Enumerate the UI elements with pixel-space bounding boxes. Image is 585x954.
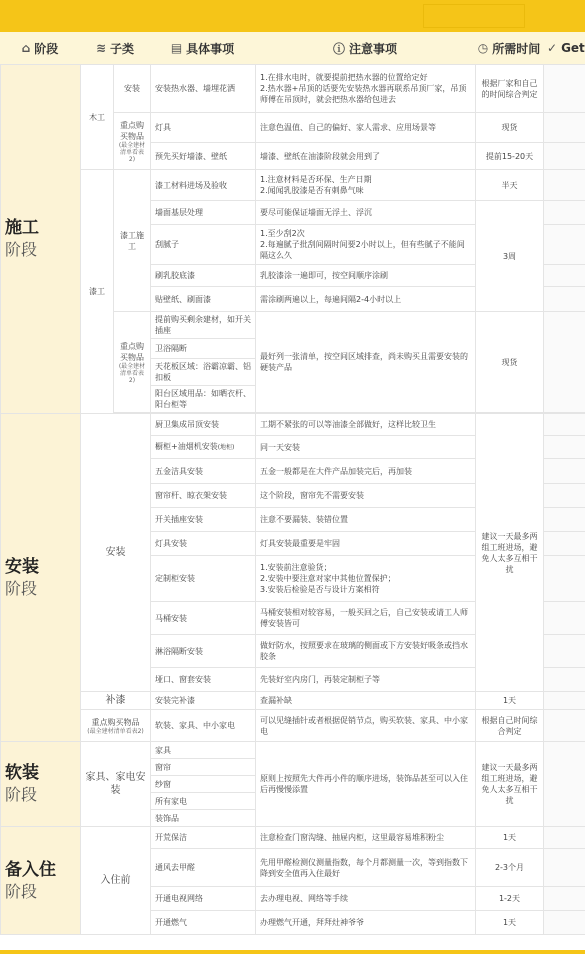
item-cell: 刷乳胶底漆 [151, 265, 256, 287]
table-row [1, 65, 585, 113]
item-cell: 通风去甲醛 [151, 849, 256, 887]
phase-install: 安装 阶段 [1, 414, 81, 742]
item-cell: 天花板区域：浴霸凉霸、铝扣板 [151, 359, 256, 386]
get-cell[interactable] [544, 668, 585, 692]
category-wood: 木工 [81, 65, 114, 170]
item-cell: 橱柜+油烟机安装(地柜) [151, 436, 256, 459]
note-cell: 先用甲醛检测仪测量指数，每个月都测量一次，等到指数下降到安全值再入住最好 [256, 849, 476, 887]
note-cell: 同一天安装 [256, 436, 476, 459]
note-cell: 注意不要漏装、装错位置 [256, 508, 476, 532]
item-cell: 安装完补漆 [151, 692, 256, 710]
phase-construction: 施工 阶段 [1, 65, 81, 414]
note-cell: 1.至少刮2次 2.每遍腻子批刮间隔时间要2小时以上，但有些腻子不能间隔这么久 [256, 225, 476, 265]
get-cell[interactable] [544, 65, 585, 113]
header-stage: ⌂ 阶段 [21, 41, 59, 56]
note-cell: 工期不紧张的可以等油漆全部做好，这样比较卫生 [256, 414, 476, 436]
get-cell[interactable] [544, 742, 585, 827]
get-cell[interactable] [544, 201, 585, 225]
note-cell: 最好列一张清单，按空间区域排查，尚未购买且需要安装的硬装产品 [256, 312, 476, 413]
item-cell: 灯具安装 [151, 532, 256, 556]
get-cell[interactable] [544, 436, 585, 459]
time-cell: 1天 [476, 911, 544, 935]
note-cell: 马桶安装相对较容易，一般买回之后，自己安装或请工人师傅安装皆可 [256, 602, 476, 635]
item-cell: 开关插座安装 [151, 508, 256, 532]
item-cell: 开通电视网络 [151, 887, 256, 911]
get-cell[interactable] [544, 484, 585, 508]
category-movein: 入住前 [81, 827, 151, 935]
note-cell: 注意色温值、自己的偏好、家人需求、应用场景等 [256, 113, 476, 143]
get-cell[interactable] [544, 225, 585, 265]
item-cell: 垭口、窗套安装 [151, 668, 256, 692]
item-cell: 定制柜安装 [151, 556, 256, 602]
get-cell[interactable] [544, 170, 585, 201]
header-get: ✓ Get [547, 41, 585, 55]
sub-buy: 重点购买物品 (最全建材清单看表2) [114, 312, 151, 413]
time-cell: 提前15-20天 [476, 143, 544, 170]
get-cell[interactable] [544, 265, 585, 287]
get-cell[interactable] [544, 692, 585, 710]
get-cell[interactable] [544, 556, 585, 602]
layers-icon: ≋ [95, 41, 107, 55]
note-cell: 1.在排水电时，就要提前把热水器的位置给定好 2.热水器+吊顶的话要先安装热水器再联系吊顶厂家，吊顶师傅在吊顶时，就会把热水器给包进去 [256, 65, 476, 113]
note-cell: 要尽可能保证墙面无浮土、浮沉 [256, 201, 476, 225]
get-cell[interactable] [544, 113, 585, 143]
item-cell: 漆工材料进场及验收 [151, 170, 256, 201]
get-cell[interactable] [544, 143, 585, 170]
item-cell: 贴壁纸、刷面漆 [151, 287, 256, 312]
time-cell: 建议一天最多两组工班进场，避免人太多互相干扰 [476, 742, 544, 827]
phase-movein: 备入住 阶段 [1, 827, 81, 935]
note-cell: 1.安装前注意验货； 2.安装中要注意对家中其他位置保护； 3.安装后检验是否与设计方案相符 [256, 556, 476, 602]
item-cell: 开荒保洁 [151, 827, 256, 849]
table-row [1, 170, 585, 201]
time-cell: 2-3个月 [476, 849, 544, 887]
item-cell: 淋浴隔断安装 [151, 635, 256, 668]
table-header [0, 32, 585, 65]
item-cell: 五金洁具安装 [151, 459, 256, 484]
time-cell: 建议一天最多两组工班进场，避免人太多互相干扰 [476, 414, 544, 692]
item-cell: 装饰品 [151, 810, 256, 827]
time-cell: 3周 [476, 201, 544, 312]
item-cell: 厨卫集成吊顶安装 [151, 414, 256, 436]
time-cell: 1-2天 [476, 887, 544, 911]
category-paint: 漆工 [81, 170, 114, 414]
item-cell: 卫浴隔断 [151, 339, 256, 359]
header-category: ≋ 子类 [95, 41, 135, 56]
item-cell: 窗帘 [151, 759, 256, 776]
schedule-table [0, 64, 585, 935]
note-cell: 先装好室内房门，再装定制柜子等 [256, 668, 476, 692]
note-cell: 可以见缝插针或者根据促销节点，购买软装、家具、中小家电 [256, 710, 476, 742]
get-cell[interactable] [544, 459, 585, 484]
clock-icon: ◷ [477, 41, 489, 55]
time-cell: 根据自己时间综合判定 [476, 710, 544, 742]
item-cell: 开通燃气 [151, 911, 256, 935]
header-time: ◷ 所需时间 [477, 41, 541, 56]
get-cell[interactable] [544, 287, 585, 312]
home-icon: ⌂ [21, 41, 31, 55]
item-cell: 家具 [151, 742, 256, 759]
get-cell[interactable] [544, 911, 585, 935]
time-cell: 1天 [476, 827, 544, 849]
note-cell: 办理燃气开通，拜拜灶神爷爷 [256, 911, 476, 935]
get-cell[interactable] [544, 827, 585, 849]
table-row [1, 692, 585, 710]
header-notes: ⓘ 注意事项 [332, 41, 398, 56]
get-cell[interactable] [544, 710, 585, 742]
sub-install: 安装 [114, 65, 151, 113]
document-icon: ▤ [170, 41, 183, 55]
note-cell: 需涂刷两遍以上，每遍间隔2-4小时以上 [256, 287, 476, 312]
time-cell: 现货 [476, 113, 544, 143]
get-cell[interactable] [544, 414, 585, 436]
note-cell: 灯具安装最重要是牢固 [256, 532, 476, 556]
header-item: ▤ 具体事项 [170, 41, 235, 56]
bottom-banner [0, 950, 585, 954]
table-row [1, 827, 585, 849]
get-cell[interactable] [544, 635, 585, 668]
get-cell[interactable] [544, 532, 585, 556]
time-cell: 半天 [476, 170, 544, 201]
category-furniture: 家具、家电安装 [81, 742, 151, 827]
item-cell: 墙面基层处理 [151, 201, 256, 225]
item-cell: 安装热水器、墙埋花洒 [151, 65, 256, 113]
get-cell[interactable] [544, 508, 585, 532]
item-cell: 预先买好墙漆、壁纸 [151, 143, 256, 170]
sub-buy: 重点购买物品 (最全建材清单看表2) [114, 113, 151, 170]
get-cell[interactable] [544, 887, 585, 911]
note-cell: 五金一般都是在大件产品加装完后，再加装 [256, 459, 476, 484]
category-patch: 补漆 [81, 692, 151, 710]
item-cell: 刮腻子 [151, 225, 256, 265]
table-row [1, 414, 585, 436]
item-cell: 阳台区域用品：如晒衣杆、阳台柜等 [151, 386, 256, 413]
note-cell: 原则上按照先大件再小件的顺序进场，装饰品甚至可以入住后再慢慢添置 [256, 742, 476, 827]
sub-paint: 漆工施工 [114, 170, 151, 312]
get-cell[interactable] [544, 312, 585, 413]
note-cell: 注意检查门窗沟缝、抽屉内柜，这里最容易堆积粉尘 [256, 827, 476, 849]
banner-decoration [423, 4, 525, 28]
item-cell: 窗帘杆、晾衣架安装 [151, 484, 256, 508]
time-cell: 1天 [476, 692, 544, 710]
table-row [1, 742, 585, 759]
sub-buy: 重点购买物品 (最全建材清单看表2) [81, 710, 151, 742]
get-cell[interactable] [544, 602, 585, 635]
phase-soft: 软装 阶段 [1, 742, 81, 827]
note-cell: 乳胶漆涂一遍即可，按空间顺序涂刷 [256, 265, 476, 287]
item-cell: 灯具 [151, 113, 256, 143]
item-cell: 所有家电 [151, 793, 256, 810]
table-row [1, 710, 585, 742]
item-cell: 软装、家具、中小家电 [151, 710, 256, 742]
category-install: 安装 [81, 414, 151, 692]
time-cell: 根据厂家和自己的时间综合判定 [476, 65, 544, 113]
item-cell: 马桶安装 [151, 602, 256, 635]
info-icon: ⓘ [332, 41, 345, 56]
time-cell: 现货 [476, 312, 544, 413]
note-cell: 做好防水，按照要求在玻璃的侧面或下方安装好吸条或挡水胶条 [256, 635, 476, 668]
note-cell: 查漏补缺 [256, 692, 476, 710]
top-banner [0, 0, 585, 32]
item-cell: 提前购买剩余建材，如开关插座 [151, 312, 256, 339]
get-cell[interactable] [544, 849, 585, 887]
note-cell: 墙漆、壁纸在油漆阶段就会用到了 [256, 143, 476, 170]
item-cell: 纱窗 [151, 776, 256, 793]
note-cell: 1.注意材料是否环保、生产日期 2.闻闻乳胶漆是否有刺鼻气味 [256, 170, 476, 201]
note-cell: 这个阶段，窗帘先不需要安装 [256, 484, 476, 508]
check-icon: ✓ [547, 41, 558, 55]
note-cell: 去办理电视、网络等手续 [256, 887, 476, 911]
